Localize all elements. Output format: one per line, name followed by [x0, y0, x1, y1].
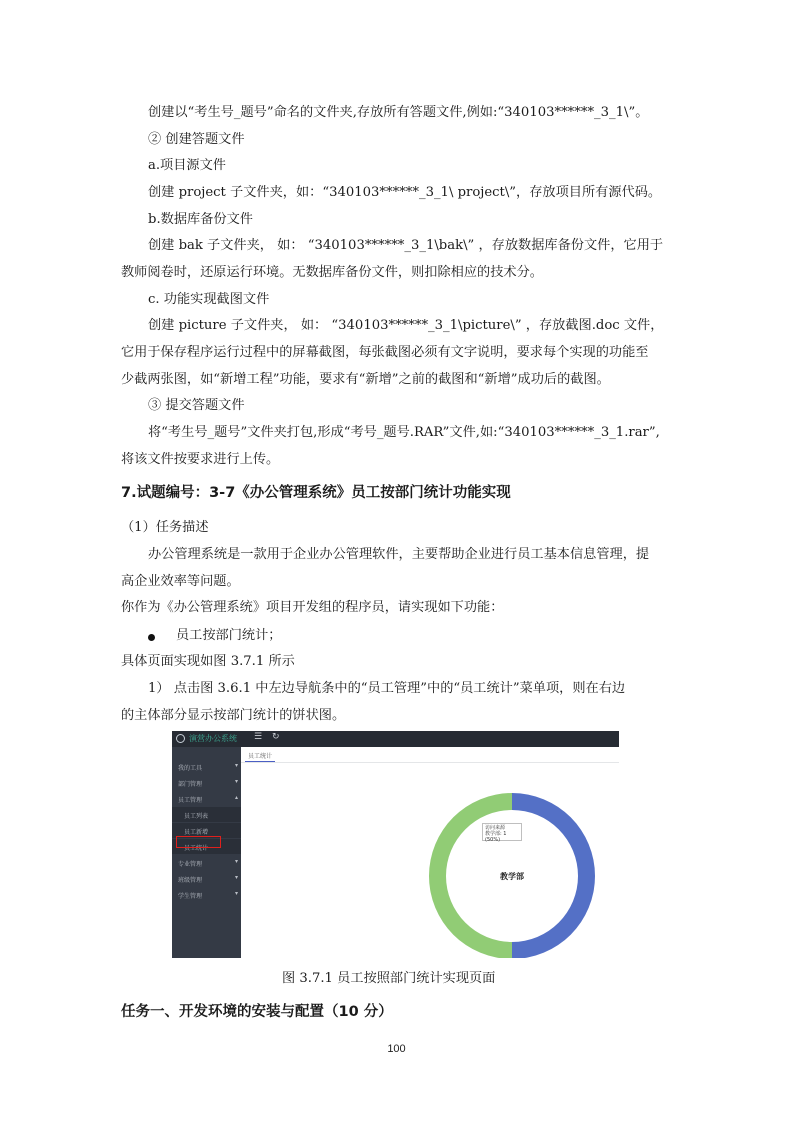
chevron-up-icon: ▴ — [234, 794, 238, 801]
menu-icon[interactable]: ☰ — [254, 732, 263, 742]
pie-slice-1[interactable] — [512, 793, 595, 958]
paragraph-line: 它用于保存程序运行过程中的屏幕截图，每张截图必须有文字说明，要求每个实现的功能至 — [121, 345, 649, 360]
bullet-icon — [148, 634, 155, 641]
sidebar-item-label: 员工列表 — [184, 813, 209, 820]
chevron-down-icon: ▾ — [234, 890, 238, 897]
paragraph-line: 具体页面实现如图 3.7.1 所示 — [121, 654, 295, 669]
subsection-label: a.项目源文件 — [148, 158, 226, 173]
paragraph-line: 的主体部分显示按部门统计的饼状图。 — [121, 708, 346, 723]
paragraph-line: 创建 picture 子文件夹， 如： “340103******_3_1\picture\” ，存放截图.doc 文件， — [148, 318, 664, 333]
bullet-item: 员工按部门统计； — [176, 628, 282, 643]
paragraph-line: 教师阅卷时，还原运行环境。无数据库备份文件，则扣除相应的技术分。 — [121, 265, 543, 280]
sidebar — [172, 747, 241, 958]
sidebar-item-label: 部门管理 — [178, 781, 203, 788]
app-brand: 演营办公系统 — [189, 734, 237, 743]
sidebar-item-classes[interactable] — [172, 871, 241, 886]
step-heading: ② 创建答题文件 — [148, 132, 245, 147]
chart-tooltip — [482, 823, 522, 841]
figure-screenshot — [172, 731, 619, 958]
sidebar-item-departments[interactable] — [172, 775, 241, 790]
step-heading: ③ 提交答题文件 — [148, 398, 245, 413]
paragraph-line: 你作为《办公管理系统》项目开发组的程序员，请实现如下功能： — [121, 600, 504, 615]
tooltip-title: 访问来源 — [485, 825, 506, 831]
paragraph-line: 创建以“考生号_题号”命名的文件夹,存放所有答题文件,例如:“340103******_3_1\”。 — [148, 105, 649, 120]
sidebar-item-label: 我的工具 — [178, 765, 203, 772]
subsection-label: b.数据库备份文件 — [148, 212, 253, 227]
sidebar-item-employee-list[interactable] — [172, 807, 241, 822]
tooltip-value: 教学部: 1 (50%) — [485, 831, 507, 843]
paragraph-line: 创建 bak 子文件夹， 如： “340103******_3_1\bak\” ，存放数据库备份文件，它用于 — [148, 238, 664, 253]
refresh-icon[interactable]: ↻ — [272, 732, 280, 742]
center-label: 教学部 — [500, 872, 524, 881]
sidebar-item-label: 专业管理 — [178, 861, 203, 868]
section-heading: 7.试题编号：3-7《办公管理系统》员工按部门统计功能实现 — [121, 485, 511, 501]
paragraph-line: 将“考生号_题号”文件夹打包,形成“考号_题号.RAR”文件,如:“340103******_3_1.rar”, — [148, 425, 660, 440]
chevron-down-icon: ▾ — [234, 858, 238, 865]
sidebar-item-label: 班级管理 — [178, 877, 203, 884]
sidebar-item-label: 员工新增 — [184, 829, 209, 836]
sidebar-item-majors[interactable] — [172, 855, 241, 870]
paragraph-line: 1） 点击图 3.6.1 中左边导航条中的“员工管理”中的“员工统计”菜单项，则在右边 — [148, 681, 626, 696]
sidebar-item-label: 学生管理 — [178, 893, 203, 900]
subsection-label: c. 功能实现截图文件 — [148, 292, 270, 307]
sidebar-item-tools[interactable] — [172, 759, 241, 774]
chevron-down-icon: ▾ — [234, 778, 238, 785]
task-label: （1）任务描述 — [121, 520, 209, 535]
task-heading: 任务一、开发环境的安装与配置（10 分） — [121, 1004, 393, 1020]
highlight-box — [176, 836, 221, 848]
tab-employee-stats[interactable]: 员工统计 — [245, 750, 275, 762]
figure-caption: 图 3.7.1 员工按照部门统计实现页面 — [282, 971, 496, 986]
app-topbar — [172, 731, 619, 747]
donut-chart — [241, 762, 619, 958]
sidebar-item-employees[interactable] — [172, 791, 241, 806]
tab-bar — [241, 747, 619, 763]
sidebar-item-label: 员工管理 — [178, 797, 203, 804]
page-number: 100 — [387, 1043, 406, 1055]
paragraph-line: 高企业效率等问题。 — [121, 574, 240, 589]
chevron-down-icon: ▾ — [234, 874, 238, 881]
paragraph-line: 创建 project 子文件夹，如：“340103******_3_1\ project\”，存放项目所有源代码。 — [148, 185, 662, 200]
paragraph-line: 将该文件按要求进行上传。 — [121, 452, 280, 467]
logo-icon — [176, 734, 185, 743]
paragraph-line: 少截两张图，如“新增工程”功能，要求有“新增”之前的截图和“新增”成功后的截图。 — [121, 372, 610, 387]
sidebar-item-label: 员工统计 — [184, 845, 209, 852]
paragraph-line: 办公管理系统是一款用于企业办公管理软件，主要帮助企业进行员工基本信息管理，提 — [148, 547, 650, 562]
sidebar-item-students[interactable] — [172, 887, 241, 902]
chevron-down-icon: ▾ — [234, 762, 238, 769]
